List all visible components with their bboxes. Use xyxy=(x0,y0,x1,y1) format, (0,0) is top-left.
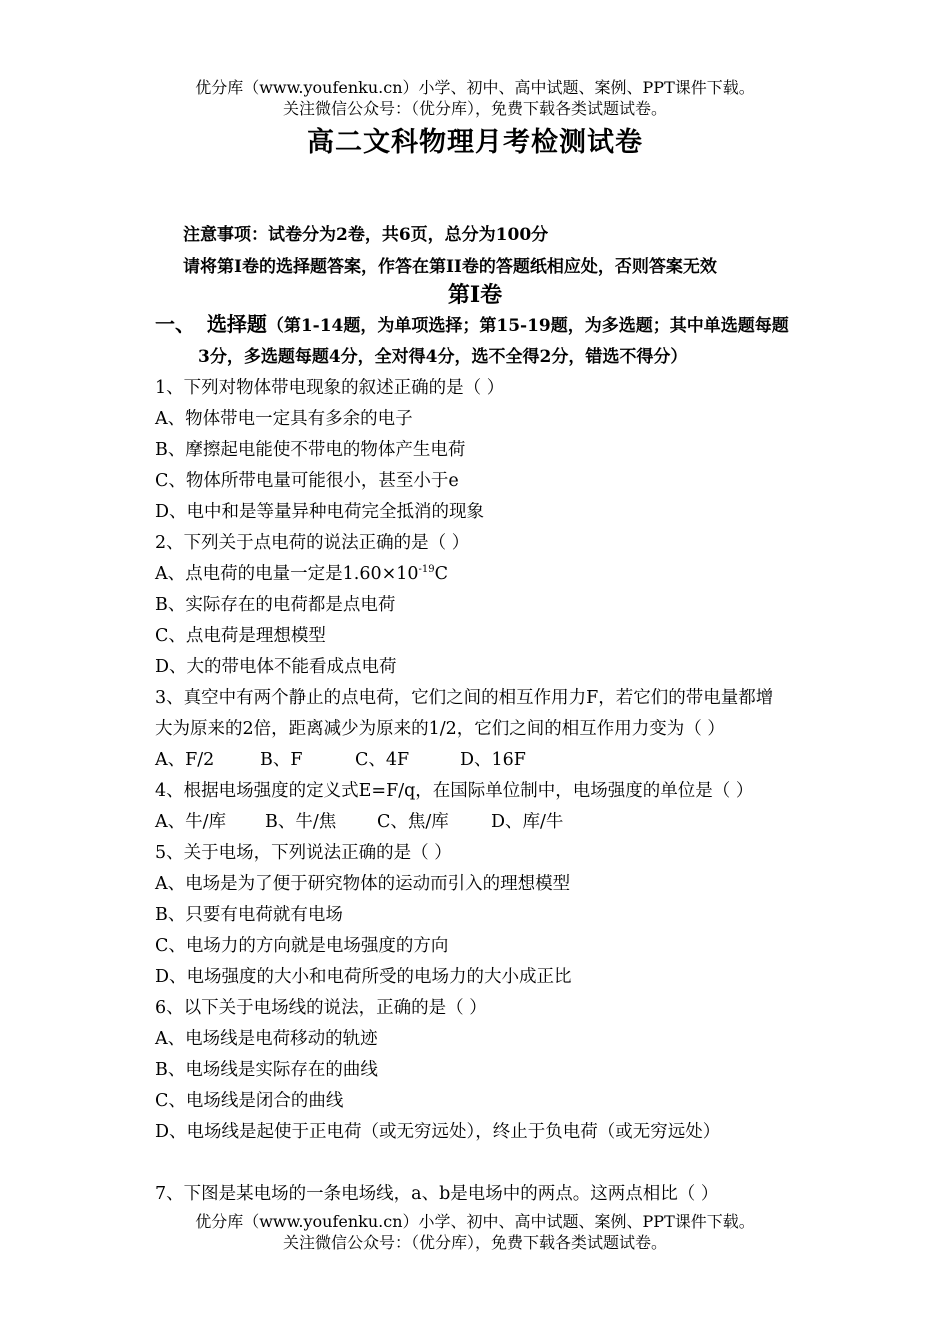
q6-stem: 6、以下关于电场线的说法，正确的是（ ） xyxy=(155,998,487,1018)
q4-option-c: C、焦/库 xyxy=(377,812,449,832)
q3-option-c: C、4F xyxy=(355,750,410,770)
q7-stem: 7、下图是某电场的一条电场线，a、b是电场中的两点。这两点相比（ ） xyxy=(155,1184,719,1204)
q4-stem: 4、根据电场强度的定义式E=F/q，在国际单位制中，电场强度的单位是（ ） xyxy=(155,781,754,801)
q3-option-b: B、F xyxy=(260,750,303,770)
q1-stem: 1、下列对物体带电现象的叙述正确的是（ ） xyxy=(155,378,505,398)
volume-heading: 第I卷 xyxy=(447,282,503,308)
q5-option-b: B、只要有电荷就有电场 xyxy=(155,905,343,925)
q5-option-d: D、电场强度的大小和电荷所受的电场力的大小成正比 xyxy=(155,967,572,987)
q3-stem-line-1: 3、真空中有两个静止的点电荷，它们之间的相互作用力F，若它们的带电量都增 xyxy=(155,688,774,708)
q2-option-a-text: A、点电荷的电量一定是1.60×10 xyxy=(155,564,419,584)
q2-option-a-unit: C xyxy=(434,564,449,584)
q4-options xyxy=(155,808,563,833)
q3-options xyxy=(155,746,526,771)
footer-line-1: 优分库（www.youfenku.cn）小学、初中、高中试题、案例、PPT课件下载。 xyxy=(195,1212,755,1231)
footer-line-2: 关注微信公众号：（优分库），免费下载各类试题试卷。 xyxy=(282,1233,667,1252)
q6-option-d: D、电场线是起使于正电荷（或无穷远处），终止于负电荷（或无穷远处） xyxy=(155,1122,721,1142)
q3-option-a: A、F/2 xyxy=(155,750,215,770)
q1-option-c: C、物体所带电量可能很小，甚至小于e xyxy=(155,471,459,491)
q4-option-d: D、库/牛 xyxy=(491,812,564,832)
notice-line-1: 注意事项：试卷分为2卷，共6页，总分为100分 xyxy=(183,225,549,245)
q2-option-b: B、实际存在的电荷都是点电荷 xyxy=(155,595,396,615)
q1-option-d: D、电中和是等量异种电荷完全抵消的现象 xyxy=(155,502,485,522)
header-line-1: 优分库（www.youfenku.cn）小学、初中、高中试题、案例、PPT课件下载。 xyxy=(195,78,755,97)
q2-option-d: D、大的带电体不能看成点电荷 xyxy=(155,657,397,677)
q5-option-a: A、电场是为了便于研究物体的运动而引入的理想模型 xyxy=(155,874,571,894)
header-line-2: 关注微信公众号：（优分库），免费下载各类试题试卷。 xyxy=(282,99,667,118)
q6-option-c: C、电场线是闭合的曲线 xyxy=(155,1091,344,1111)
q5-stem: 5、关于电场，下列说法正确的是（ ） xyxy=(155,843,452,863)
notice-line-2: 请将第I卷的选择题答案，作答在第II卷的答题纸相应处，否则答案无效 xyxy=(183,257,717,277)
q5-option-c: C、电场力的方向就是电场强度的方向 xyxy=(155,936,449,956)
section-heading xyxy=(155,309,855,373)
q3-option-d: D、16F xyxy=(460,750,526,770)
page-title: 高二文科物理月考检测试卷 xyxy=(307,127,643,158)
q2-stem: 2、下列关于点电荷的说法正确的是（ ） xyxy=(155,533,470,553)
q2-option-a-exponent: -19 xyxy=(418,564,435,576)
section-desc-2: 3分，多选题每题4分，全对得4分，选不全得2分，错选不得分） xyxy=(198,347,688,367)
section-desc-1: （第1-14题，为单项选择；第15-19题，为多选题；其中单选题每题 xyxy=(266,316,789,336)
q2-option-a xyxy=(155,560,448,585)
section-number: 一、 xyxy=(155,312,195,336)
q1-option-b: B、摩擦起电能使不带电的物体产生电荷 xyxy=(155,440,466,460)
q4-option-b: B、牛/焦 xyxy=(265,812,337,832)
q6-option-b: B、电场线是实际存在的曲线 xyxy=(155,1060,378,1080)
q4-option-a: A、牛/库 xyxy=(155,812,227,832)
section-name: 选择题 xyxy=(206,312,267,336)
q2-option-c: C、点电荷是理想模型 xyxy=(155,626,326,646)
q6-option-a: A、电场线是电荷移动的轨迹 xyxy=(155,1029,378,1049)
q1-option-a: A、物体带电一定具有多余的电子 xyxy=(155,409,413,429)
q3-stem-line-2: 大为原来的2倍，距离减少为原来的1/2，它们之间的相互作用力变为（ ） xyxy=(155,719,725,739)
